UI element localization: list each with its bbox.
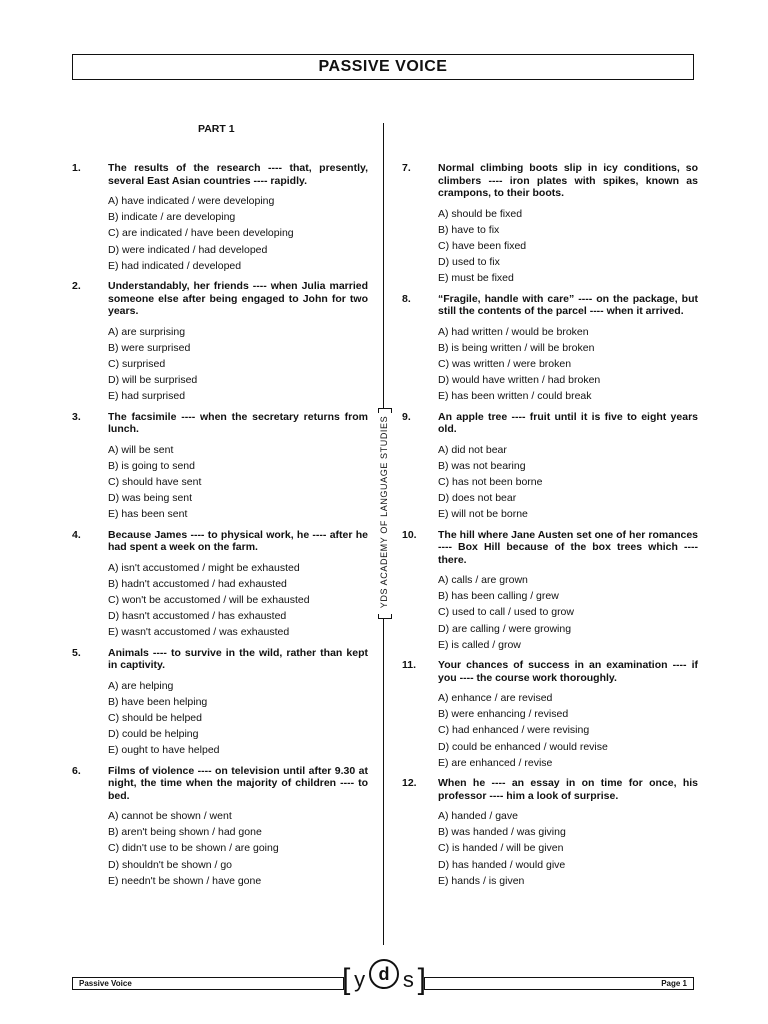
side-academy-label: YDS ACADEMY OF LANGUAGE STUDIES bbox=[379, 415, 389, 609]
answer-options bbox=[108, 560, 368, 641]
part-label: PART 1 bbox=[198, 123, 235, 135]
answer-option: B) were enhancing / revised bbox=[438, 708, 569, 721]
question-header bbox=[72, 765, 368, 803]
answer-option: C) had enhanced / were revising bbox=[438, 724, 590, 737]
question-stem: An apple tree ---- fruit until it is five to eight years old. bbox=[438, 410, 698, 436]
answer-option: D) does not bear bbox=[438, 492, 517, 505]
answer-option: D) were indicated / had developed bbox=[108, 243, 268, 256]
answer-option: A) handed / gave bbox=[438, 810, 518, 823]
question-item bbox=[72, 411, 368, 523]
question-item bbox=[72, 765, 368, 890]
question-stem: When he ---- an essay in on time for once, his professor ---- him a look of surprise. bbox=[438, 777, 698, 802]
answer-option: B) was handed / was giving bbox=[438, 826, 566, 839]
answer-option: E) had indicated / developed bbox=[108, 259, 242, 272]
answer-option: C) won't be accustomed / will be exhausted bbox=[108, 593, 310, 606]
side-label-bracket-bottom bbox=[378, 614, 392, 619]
right-column bbox=[402, 162, 698, 895]
answer-option: E) has been written / could break bbox=[438, 390, 592, 403]
answer-option: E) must be fixed bbox=[438, 272, 514, 285]
answer-option: C) are indicated / have been developing bbox=[108, 227, 294, 240]
answer-options bbox=[438, 572, 698, 653]
question-stem: The hill where Jane Austen set one of her romances ---- Box Hill because of the box trees which ---- there. bbox=[438, 528, 698, 566]
answer-option: C) should have sent bbox=[108, 475, 202, 488]
answer-options bbox=[438, 324, 698, 405]
question-stem: The results of the research ---- that, presently, several East Asian countries ---- rapidly. bbox=[108, 162, 368, 187]
question-header bbox=[402, 293, 698, 318]
answer-option: E) are enhanced / revise bbox=[438, 756, 553, 769]
question-number: 7. bbox=[402, 162, 411, 174]
answer-option: C) was written / were broken bbox=[438, 357, 572, 370]
answer-option: B) have to fix bbox=[438, 223, 500, 236]
answer-option: E) had surprised bbox=[108, 390, 186, 403]
question-item bbox=[402, 293, 698, 405]
answer-options bbox=[108, 324, 368, 405]
answer-option: A) did not bear bbox=[438, 443, 507, 456]
answer-option: C) have been fixed bbox=[438, 239, 527, 252]
question-header bbox=[72, 647, 368, 672]
question-stem: Your chances of success in an examination ---- if you ---- the course work thoroughly. bbox=[438, 659, 698, 684]
answer-option: D) was being sent bbox=[108, 492, 193, 505]
question-stem: Because James ---- to physical work, he ---- after he had spent a week on the farm. bbox=[108, 528, 368, 554]
question-number: 8. bbox=[402, 292, 411, 305]
question-stem: Understandably, her friends ---- when Julia married someone else after being engaged to John for two years. bbox=[108, 280, 368, 318]
question-header bbox=[72, 411, 368, 436]
logo-right-bracket: ] bbox=[417, 963, 426, 996]
question-number: 3. bbox=[72, 410, 81, 423]
answer-options bbox=[438, 808, 698, 889]
answer-option: E) has been sent bbox=[108, 508, 188, 521]
question-number: 11. bbox=[402, 659, 417, 672]
answer-option: E) wasn't accustomed / was exhausted bbox=[108, 626, 290, 639]
answer-option: E) needn't be shown / have gone bbox=[108, 874, 262, 887]
answer-option: A) calls / are grown bbox=[438, 574, 528, 587]
question-item bbox=[72, 162, 368, 274]
question-header bbox=[402, 777, 698, 802]
question-number: 5. bbox=[72, 646, 81, 659]
answer-option: B) is being written / will be broken bbox=[438, 341, 595, 354]
logo-letter-s: s bbox=[402, 967, 414, 992]
answer-option: A) cannot be shown / went bbox=[108, 810, 232, 823]
question-header bbox=[72, 162, 368, 187]
answer-option: E) ought to have helped bbox=[108, 744, 220, 757]
answer-option: D) are calling / were growing bbox=[438, 622, 572, 635]
question-item bbox=[402, 659, 698, 771]
answer-option: D) used to fix bbox=[438, 256, 500, 269]
answer-option: B) was not bearing bbox=[438, 459, 526, 472]
answer-option: A) have indicated / were developing bbox=[108, 195, 275, 207]
answer-options bbox=[108, 193, 368, 274]
answer-option: E) is called / grow bbox=[438, 638, 521, 651]
answer-option: D) would have written / had broken bbox=[438, 374, 601, 387]
answer-option: B) hadn't accustomed / had exhausted bbox=[108, 577, 287, 590]
question-number: 12. bbox=[402, 777, 417, 790]
question-header bbox=[402, 162, 698, 200]
answer-option: A) are helping bbox=[108, 679, 174, 692]
footer-page-number: Page 1 bbox=[424, 977, 694, 990]
page-title: PASSIVE VOICE bbox=[72, 54, 694, 80]
answer-option: D) hasn't accustomed / has exhausted bbox=[108, 610, 287, 623]
answer-option: A) will be sent bbox=[108, 443, 174, 456]
answer-option: D) will be surprised bbox=[108, 374, 198, 387]
answer-options bbox=[438, 442, 698, 523]
answer-option: D) shouldn't be shown / go bbox=[108, 858, 232, 871]
question-number: 4. bbox=[72, 528, 81, 541]
answer-option: E) hands / is given bbox=[438, 874, 525, 887]
question-number: 1. bbox=[72, 162, 81, 174]
question-number: 2. bbox=[72, 280, 81, 293]
footer-title: Passive Voice bbox=[72, 977, 344, 990]
answer-options bbox=[108, 678, 368, 759]
answer-option: A) are surprising bbox=[108, 325, 186, 338]
answer-option: A) should be fixed bbox=[438, 207, 523, 220]
answer-option: B) has been calling / grew bbox=[438, 590, 559, 603]
left-column bbox=[72, 162, 368, 895]
answer-option: C) should be helped bbox=[108, 711, 202, 724]
answer-option: A) isn't accustomed / might be exhausted bbox=[108, 561, 300, 574]
answer-option: B) aren't being shown / had gone bbox=[108, 826, 262, 839]
answer-option: D) could be enhanced / would revise bbox=[438, 740, 608, 753]
logo-letter-y: y bbox=[354, 967, 366, 992]
answer-option: B) were surprised bbox=[108, 341, 191, 354]
question-header bbox=[72, 280, 368, 318]
question-item bbox=[72, 647, 368, 759]
question-item bbox=[72, 280, 368, 405]
question-stem: Films of violence ---- on television until after 9.30 at night, the time when the majority of children ---- to bed. bbox=[108, 764, 368, 802]
answer-options bbox=[438, 690, 698, 771]
answer-option: E) will not be borne bbox=[438, 508, 528, 521]
answer-option: A) enhance / are revised bbox=[438, 692, 553, 705]
question-item bbox=[72, 529, 368, 641]
logo-letter-d: d bbox=[369, 959, 399, 989]
answer-option: B) indicate / are developing bbox=[108, 211, 236, 224]
answer-option: C) has not been borne bbox=[438, 475, 543, 488]
question-number: 9. bbox=[402, 410, 411, 423]
side-label-bracket-top bbox=[378, 408, 392, 413]
answer-option: A) had written / would be broken bbox=[438, 325, 589, 338]
question-item bbox=[402, 529, 698, 654]
question-stem: “Fragile, handle with care” ---- on the package, but still the contents of the parcel ---- when it arrived. bbox=[438, 292, 698, 318]
question-header bbox=[72, 529, 368, 554]
question-number: 6. bbox=[72, 764, 81, 777]
answer-option: D) could be helping bbox=[108, 728, 199, 741]
answer-options bbox=[108, 808, 368, 889]
question-stem: The facsimile ---- when the secretary returns from lunch. bbox=[108, 410, 368, 436]
answer-option: C) is handed / will be given bbox=[438, 842, 564, 855]
question-header bbox=[402, 529, 698, 567]
question-header bbox=[402, 659, 698, 684]
answer-option: B) have been helping bbox=[108, 695, 208, 708]
answer-options bbox=[438, 206, 698, 287]
question-item bbox=[402, 411, 698, 523]
question-item bbox=[402, 162, 698, 287]
answer-option: C) surprised bbox=[108, 357, 166, 370]
answer-option: C) used to call / used to grow bbox=[438, 606, 574, 619]
answer-option: C) didn't use to be shown / are going bbox=[108, 842, 279, 855]
answer-option: D) has handed / would give bbox=[438, 858, 566, 871]
logo-left-bracket: [ bbox=[342, 963, 351, 996]
question-header bbox=[402, 411, 698, 436]
question-stem: Animals ---- to survive in the wild, rather than kept in captivity. bbox=[108, 646, 368, 672]
answer-option: B) is going to send bbox=[108, 459, 195, 472]
question-item bbox=[402, 777, 698, 889]
question-number: 10. bbox=[402, 528, 417, 541]
question-stem: Normal climbing boots slip in icy conditions, so climbers ---- iron plates with spikes, known as crampons, to their boots. bbox=[438, 162, 698, 199]
answer-options bbox=[108, 442, 368, 523]
yds-logo bbox=[342, 962, 426, 998]
